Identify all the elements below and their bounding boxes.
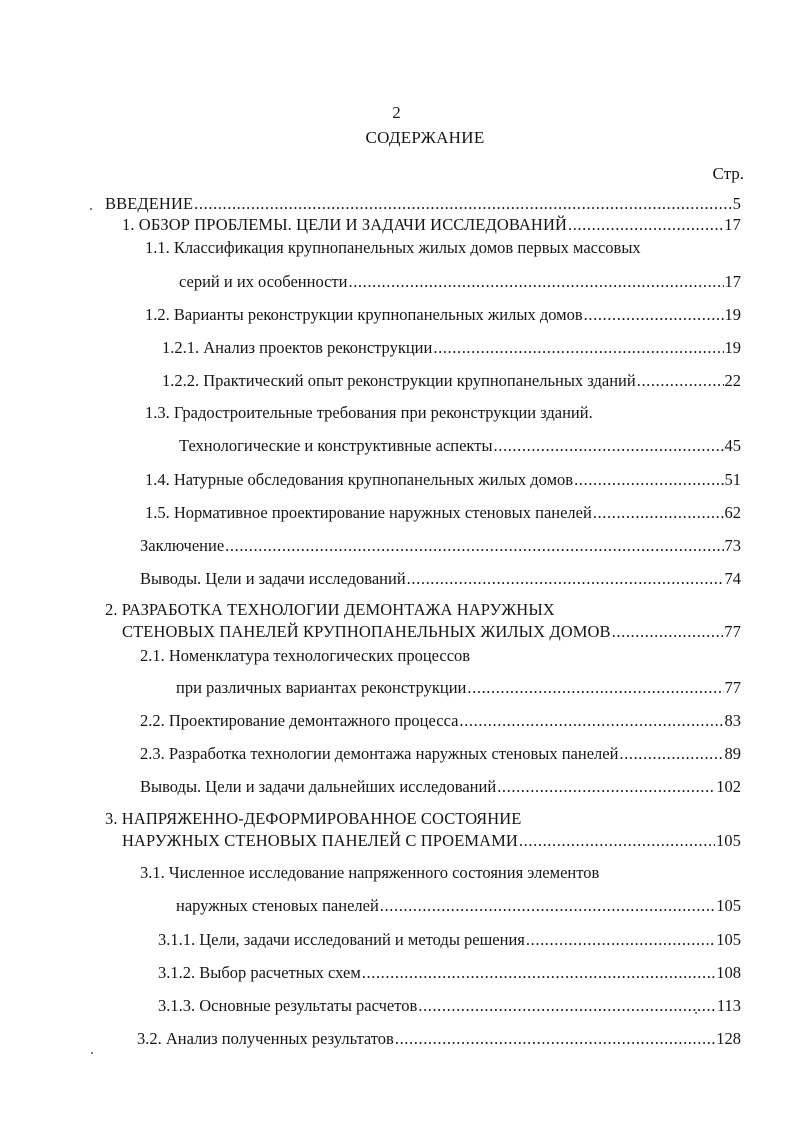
toc-entry-3-1-line-1[interactable]: 3.1. Численное исследование напряженного состояния элементов bbox=[140, 863, 600, 882]
page-column-label: Стр. bbox=[712, 164, 744, 183]
toc-entry-text: Технологические и конструктивные аспекты bbox=[179, 436, 493, 455]
toc-entry-text: 3.1.3. Основные результаты расчетов bbox=[158, 996, 418, 1015]
scan-speck bbox=[695, 1012, 697, 1014]
toc-entry-page: 73 bbox=[724, 536, 741, 555]
toc-entry-page: 102 bbox=[716, 777, 741, 796]
dot-leader bbox=[519, 830, 715, 852]
toc-entry-page: 105 bbox=[716, 930, 741, 949]
toc-entry-text: 3.1.2. Выбор расчетных схем bbox=[158, 963, 361, 982]
dot-leader bbox=[637, 370, 724, 392]
toc-entry-1-2-1[interactable] bbox=[162, 337, 741, 359]
toc-entry-page: 105 bbox=[715, 831, 741, 850]
dot-leader bbox=[225, 535, 723, 557]
toc-entry-chapter-3-line-1[interactable]: 3. НАПРЯЖЕННО-ДЕФОРМИРОВАННОЕ СОСТОЯНИЕ bbox=[105, 809, 522, 828]
dot-leader bbox=[467, 677, 723, 699]
toc-entry-page: 45 bbox=[724, 436, 741, 455]
toc-entry-page: 77 bbox=[724, 678, 741, 697]
dot-leader bbox=[362, 962, 715, 984]
toc-entry-text: 1.2.1. Анализ проектов реконструкции bbox=[162, 338, 433, 357]
toc-entry-page: 19 bbox=[724, 338, 741, 357]
toc-entry-text: 3.2. Анализ полученных результатов bbox=[137, 1029, 394, 1048]
toc-entry-text: 1.2.2. Практический опыт реконструкции крупнопанельных зданий bbox=[162, 371, 636, 390]
toc-entry-text: ВВЕДЕНИЕ bbox=[105, 194, 194, 213]
toc-entry-page: 5 bbox=[732, 194, 741, 213]
toc-entry-2-1[interactable] bbox=[176, 677, 741, 699]
toc-entry-3-1-1[interactable] bbox=[158, 929, 741, 951]
toc-entry-text: СТЕНОВЫХ ПАНЕЛЕЙ КРУПНОПАНЕЛЬНЫХ ЖИЛЫХ ДОМОВ bbox=[122, 622, 611, 641]
toc-entry-2-1-line-1[interactable]: 2.1. Номенклатура технологических процессов bbox=[140, 646, 471, 665]
toc-entry-text: 1.5. Нормативное проектирование наружных стеновых панелей bbox=[145, 503, 592, 522]
toc-entry-text: 3.1.1. Цели, задачи исследований и методы решения bbox=[158, 930, 525, 949]
toc-entry-page: 17 bbox=[724, 215, 741, 234]
scan-speck bbox=[91, 1052, 93, 1054]
scan-speck bbox=[90, 208, 92, 210]
toc-entry-1-5[interactable] bbox=[145, 502, 741, 524]
page-title: СОДЕРЖАНИЕ bbox=[365, 128, 485, 147]
dot-leader bbox=[407, 568, 724, 590]
toc-entry-introduction[interactable] bbox=[105, 193, 741, 215]
dot-leader bbox=[574, 469, 723, 491]
dot-leader bbox=[348, 271, 723, 293]
toc-entry-text: Заключение bbox=[140, 536, 225, 555]
toc-entry-page: 22 bbox=[724, 371, 741, 390]
dot-leader bbox=[418, 995, 716, 1017]
toc-entry-text: Выводы. Цели и задачи исследований bbox=[140, 569, 406, 588]
page-number: 2 bbox=[392, 103, 401, 122]
dot-leader bbox=[380, 895, 715, 917]
toc-entry-text: наружных стеновых панелей bbox=[176, 896, 379, 915]
toc-entry-text: НАРУЖНЫХ СТЕНОВЫХ ПАНЕЛЕЙ С ПРОЕМАМИ bbox=[122, 831, 518, 850]
toc-entry-chapter-2[interactable] bbox=[122, 621, 741, 643]
toc-entry-findings-2[interactable] bbox=[140, 776, 741, 798]
toc-entry-text: 2.3. Разработка технологии демонтажа наружных стеновых панелей bbox=[140, 744, 619, 763]
toc-entry-findings-1[interactable] bbox=[140, 568, 741, 590]
toc-entry-1-4[interactable] bbox=[145, 469, 741, 491]
toc-entry-2-3[interactable] bbox=[140, 743, 741, 765]
toc-entry-conclusion[interactable] bbox=[140, 535, 741, 557]
dot-leader bbox=[612, 621, 724, 643]
toc-entry-page: 89 bbox=[724, 744, 741, 763]
toc-entry-page: 105 bbox=[716, 896, 741, 915]
toc-entry-text: 1.2. Варианты реконструкции крупнопанельных жилых домов bbox=[145, 305, 583, 324]
toc-entry-3-1[interactable] bbox=[176, 895, 741, 917]
toc-entry-1-1-line-1[interactable]: 1.1. Классификация крупнопанельных жилых домов первых массовых bbox=[145, 238, 641, 257]
toc-entry-text: серий и их особенности bbox=[179, 272, 348, 291]
toc-entry-page: 108 bbox=[716, 963, 741, 982]
toc-entry-page: 77 bbox=[724, 622, 741, 641]
toc-entry-chapter-3[interactable] bbox=[122, 830, 741, 852]
dot-leader bbox=[459, 710, 723, 732]
toc-entry-1-2-2[interactable] bbox=[162, 370, 741, 392]
dot-leader bbox=[568, 214, 723, 236]
dot-leader bbox=[194, 193, 732, 215]
toc-entry-3-2[interactable] bbox=[137, 1028, 741, 1050]
toc-entry-chapter-2-line-1[interactable]: 2. РАЗРАБОТКА ТЕХНОЛОГИИ ДЕМОНТАЖА НАРУЖНЫХ bbox=[105, 600, 555, 619]
toc-entry-page: 17 bbox=[724, 272, 741, 291]
toc-entry-chapter-1[interactable] bbox=[122, 214, 741, 236]
dot-leader bbox=[526, 929, 715, 951]
dot-leader bbox=[584, 304, 724, 326]
toc-entry-page: 128 bbox=[716, 1029, 741, 1048]
toc-entry-1-3-line-1[interactable]: 1.3. Градостроительные требования при реконструкции зданий. bbox=[145, 403, 593, 422]
toc-entry-page: 83 bbox=[724, 711, 741, 730]
toc-entry-page: 19 bbox=[724, 305, 741, 324]
dot-leader bbox=[395, 1028, 715, 1050]
toc-entry-text: Выводы. Цели и задачи дальнейших исследований bbox=[140, 777, 497, 796]
toc-entry-text: 2.2. Проектирование демонтажного процесса bbox=[140, 711, 459, 730]
dot-leader bbox=[593, 502, 724, 524]
toc-entry-text: 1. ОБЗОР ПРОБЛЕМЫ. ЦЕЛИ И ЗАДАЧИ ИССЛЕДОВАНИЙ bbox=[122, 215, 567, 234]
toc-entry-page: 51 bbox=[724, 470, 741, 489]
dot-leader bbox=[497, 776, 715, 798]
toc-entry-text: при различных вариантах реконструкции bbox=[176, 678, 467, 697]
dot-leader bbox=[619, 743, 723, 765]
toc-entry-3-1-3[interactable] bbox=[158, 995, 741, 1017]
toc-entry-1-2[interactable] bbox=[145, 304, 741, 326]
toc-entry-3-1-2[interactable] bbox=[158, 962, 741, 984]
toc-entry-page: 62 bbox=[724, 503, 741, 522]
toc-entry-page: 113 bbox=[716, 996, 741, 1015]
toc-entry-2-2[interactable] bbox=[140, 710, 741, 732]
toc-entry-1-3[interactable] bbox=[179, 435, 741, 457]
toc-entry-1-1[interactable] bbox=[179, 271, 741, 293]
dot-leader bbox=[433, 337, 723, 359]
dot-leader bbox=[494, 435, 724, 457]
toc-entry-page: 74 bbox=[724, 569, 741, 588]
toc-entry-text: 1.4. Натурные обследования крупнопанельных жилых домов bbox=[145, 470, 574, 489]
